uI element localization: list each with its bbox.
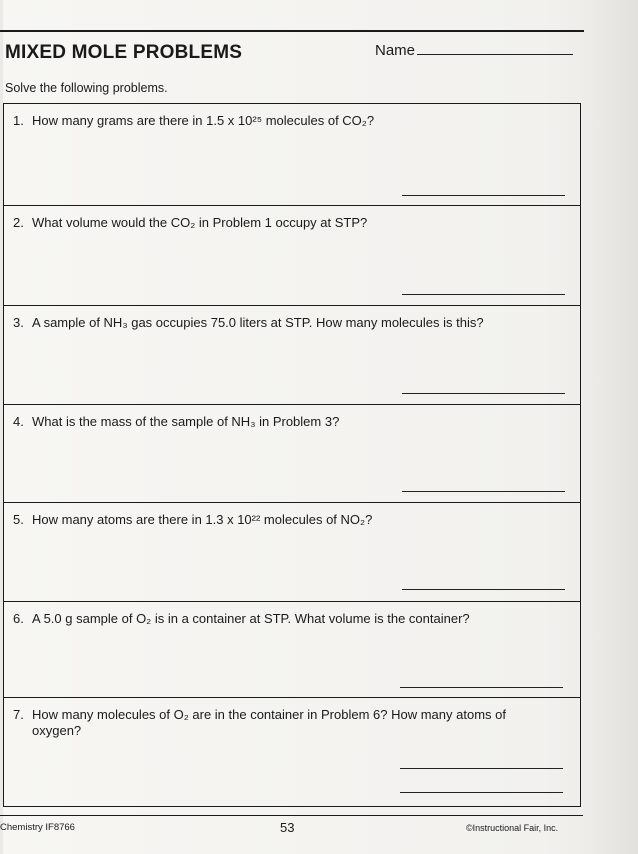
problem-text: How many atoms are there in 1.3 x 10²² molecules of NO₂?	[32, 512, 373, 527]
name-field	[375, 40, 573, 59]
answer-line[interactable]	[402, 491, 565, 492]
problem-text: A sample of NH₃ gas occupies 75.0 liters at STP. How many molecules is this?	[32, 315, 484, 330]
top-rule	[0, 30, 584, 32]
problem-5	[4, 503, 580, 602]
problem-2	[4, 206, 580, 306]
footer-copyright: ©Instructional Fair, Inc.	[466, 823, 559, 833]
problem-text: What volume would the CO₂ in Problem 1 occupy at STP?	[32, 215, 368, 230]
problem-number: 5.	[13, 512, 24, 527]
problem-text: How many molecules of O₂ are in the container in Problem 6? How many atoms of oxygen?	[32, 707, 506, 738]
footer-rule	[0, 815, 583, 816]
answer-line[interactable]	[402, 393, 565, 394]
name-blank-line[interactable]	[417, 40, 573, 55]
next-page-bleed	[580, 0, 638, 854]
answer-line[interactable]	[400, 768, 563, 769]
problem-3	[4, 306, 580, 405]
instructions: Solve the following problems.	[5, 81, 168, 95]
problem-4	[4, 405, 580, 503]
page-title: MIXED MOLE PROBLEMS	[5, 42, 243, 63]
problem-text: A 5.0 g sample of O₂ is in a container at STP. What volume is the container?	[32, 611, 470, 626]
problem-6	[4, 602, 580, 698]
problem-number: 3.	[13, 315, 24, 330]
answer-line[interactable]	[400, 687, 563, 688]
page-number: 53	[280, 820, 295, 835]
answer-line[interactable]	[400, 792, 563, 793]
problem-text: How many grams are there in 1.5 x 10²⁵ molecules of CO₂?	[32, 113, 375, 128]
problem-number: 2.	[13, 215, 24, 230]
footer-book-code: Chemistry IF8766	[0, 822, 75, 833]
problem-number: 6.	[13, 611, 24, 626]
problem-number: 7.	[13, 707, 24, 722]
problem-number: 1.	[13, 113, 24, 128]
name-label: Name	[375, 42, 416, 59]
answer-line[interactable]	[402, 589, 565, 590]
problem-text: What is the mass of the sample of NH₃ in Problem 3?	[32, 414, 340, 429]
answer-line[interactable]	[402, 195, 565, 196]
problems-box	[3, 103, 581, 807]
problem-1	[4, 104, 580, 206]
answer-line[interactable]	[402, 294, 565, 295]
problem-7	[4, 698, 580, 806]
problem-number: 4.	[13, 414, 24, 429]
